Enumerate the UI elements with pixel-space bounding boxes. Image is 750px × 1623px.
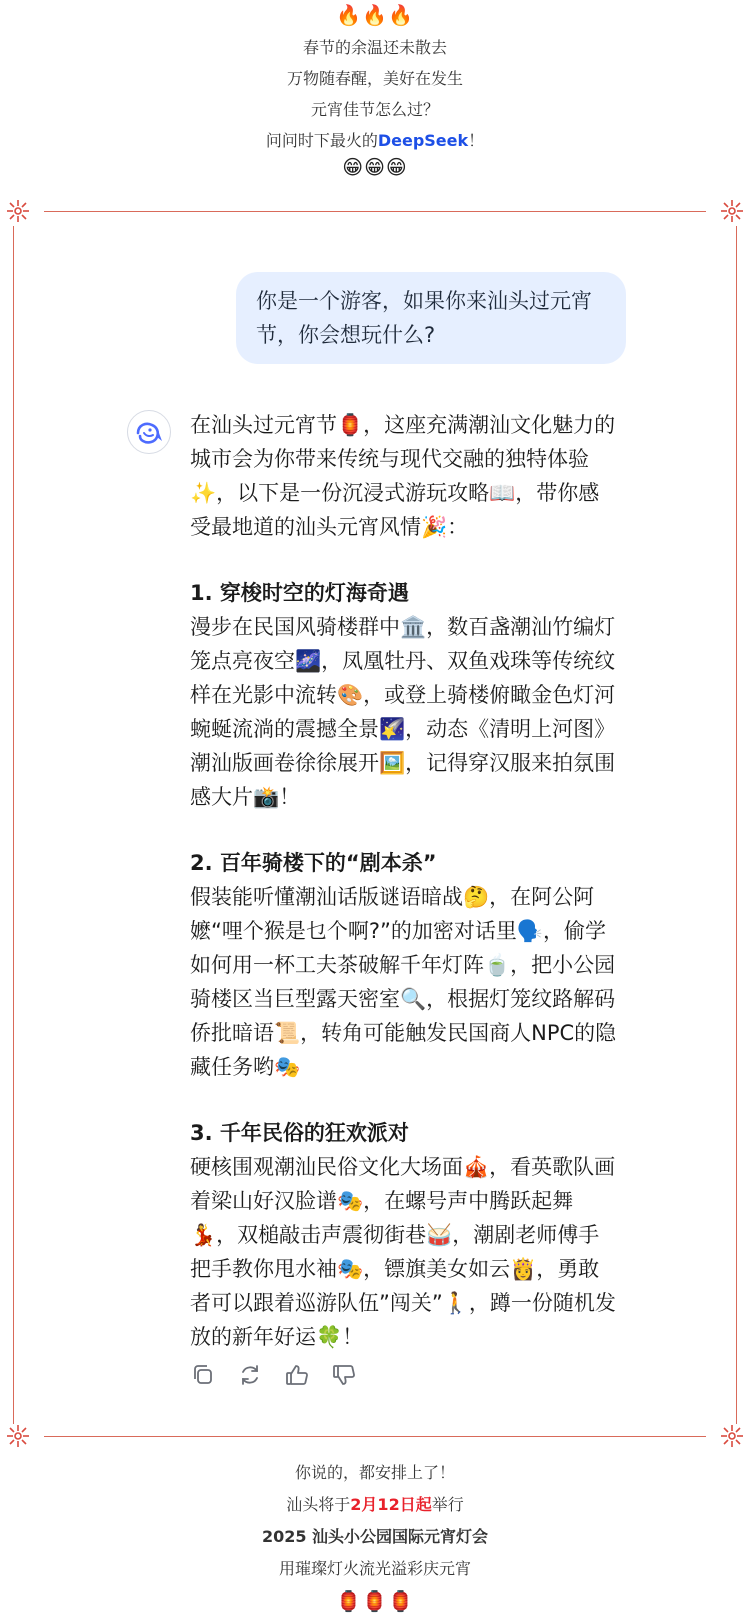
thumbs-down-icon[interactable] bbox=[331, 1362, 361, 1390]
intro-line-3: 元宵佳节怎么过？ bbox=[310, 100, 439, 119]
section-heading: 1. 穿梭时空的灯海奇遇 bbox=[190, 581, 409, 605]
grin-emoji-row: 😁😁😁 bbox=[342, 155, 408, 179]
regenerate-icon[interactable] bbox=[237, 1362, 267, 1390]
section-heading: 2. 百年骑楼下的“剧本杀” bbox=[190, 851, 437, 875]
outro-section bbox=[0, 1462, 750, 1614]
frame-left-line bbox=[13, 226, 14, 1424]
copy-icon[interactable] bbox=[190, 1362, 220, 1390]
answer-intro: 在汕头过元宵节🏮，这座充满潮汕文化魅力的城市会为你带来传统与现代交融的独特体验✨，以下是一份沉浸式游玩攻略📖，带你感受最地道的汕头元宵风情🎉： bbox=[190, 413, 616, 539]
lantern-emoji-row: 🏮🏮🏮 bbox=[336, 1589, 414, 1613]
section-body: 硬核围观潮汕民俗文化大场面🎪，看英歌队画着梁山好汉脸谱🎭，在螺号声中腾跃起舞💃，双槌敲击声震彻街巷🥁，潮剧老师傅手把手教你甩水袖🎭，镖旗美女如云👸，勇敢者可以跟着巡游队伍”闯关”🚶，蹲一份随机发放的新年好运🍀！ bbox=[190, 1155, 616, 1349]
frame-bottom-line bbox=[44, 1436, 706, 1437]
outro-line-4: 用璀璨灯火流光溢彩庆元宵 bbox=[278, 1559, 471, 1578]
message-actions bbox=[190, 1362, 373, 1390]
assistant-message bbox=[190, 408, 620, 1354]
frame-right-line bbox=[736, 226, 737, 1424]
date-prefix: 汕头将于 bbox=[286, 1495, 351, 1514]
section-body: 假装能听懂潮汕话版谜语暗战🤔，在阿公阿嬷“哩个猴是乜个啊?”的加密对话里🗣️，偷学如何用一杯工夫茶破解千年灯阵🍵，把小公园骑楼区当巨型露天密室🔍，根据灯笼纹路解码侨批暗语📜，转角可能触发民国商人NPC的隐藏任务哟🎭 bbox=[190, 885, 617, 1079]
ask-suffix: ！ bbox=[468, 131, 485, 150]
brand-name: DeepSeek bbox=[377, 131, 469, 150]
intro-line-1: 春节的余温还未散去 bbox=[302, 38, 447, 57]
intro-line-2: 万物随春醒，美好在发生 bbox=[286, 69, 463, 88]
date-suffix: 举行 bbox=[431, 1495, 464, 1514]
event-title: 2025 汕头小公园国际元宵灯会 bbox=[261, 1527, 489, 1546]
user-message-bubble: 你是一个游客，如果你来汕头过元宵节，你会想玩什么? bbox=[236, 272, 626, 364]
section-body: 漫步在民国风骑楼群中🏛️，数百盏潮汕竹编灯笼点亮夜空🌌，凤凰牡丹、双鱼戏珠等传统纹样在光影中流转🎨，或登上骑楼俯瞰金色灯河蜿蜒流淌的震撼全景🌠，动态《清明上河图》潮汕版画卷徐徐展开🖼️，记得穿汉服来拍氛围感大片📸！ bbox=[190, 615, 616, 809]
intro-section bbox=[0, 0, 750, 180]
deepseek-whale-icon bbox=[127, 410, 171, 454]
corner-flower-icon bbox=[719, 198, 745, 224]
outro-line-2 bbox=[0, 1494, 750, 1516]
corner-flower-icon bbox=[719, 1423, 745, 1449]
thumbs-up-icon[interactable] bbox=[284, 1362, 314, 1390]
event-date: 2月12日起 bbox=[350, 1495, 432, 1514]
ask-prefix: 问问时下最火的 bbox=[265, 131, 378, 150]
outro-line-1: 你说的，都安排上了！ bbox=[294, 1463, 455, 1482]
frame-top-line bbox=[44, 211, 706, 212]
section-heading: 3. 千年民俗的狂欢派对 bbox=[190, 1121, 409, 1145]
fire-emoji-row: 🔥🔥🔥 bbox=[336, 3, 414, 27]
intro-line-ask bbox=[0, 130, 750, 152]
corner-flower-icon bbox=[5, 1423, 31, 1449]
corner-flower-icon bbox=[5, 198, 31, 224]
